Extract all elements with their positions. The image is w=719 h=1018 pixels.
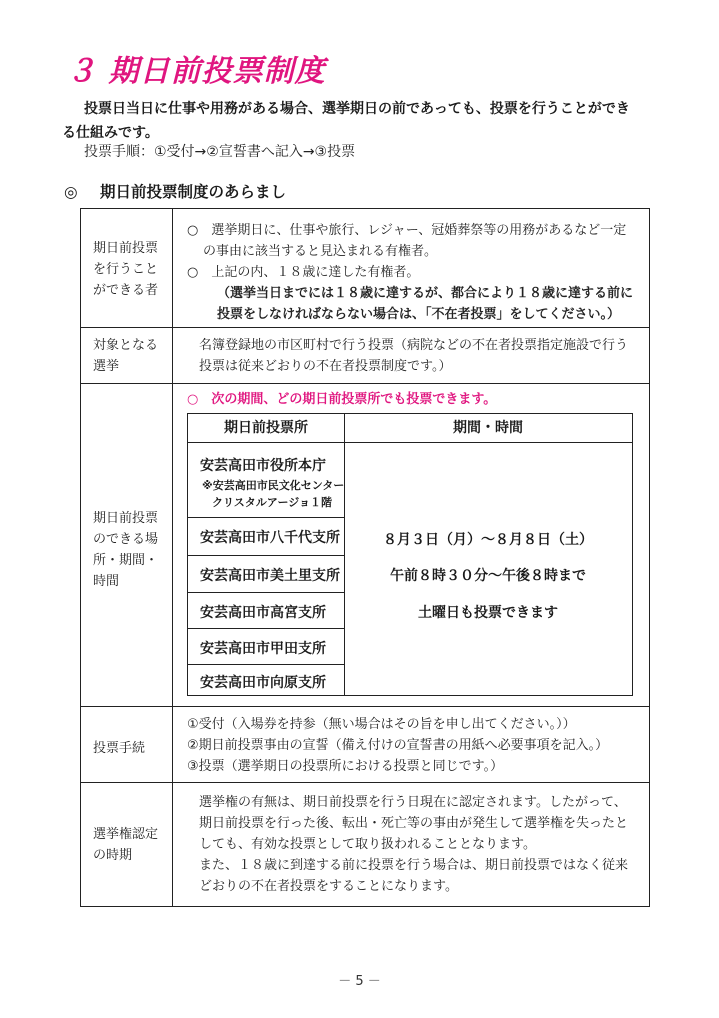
outline-heading xyxy=(64,180,286,202)
place-main-sub-2: クリスタルアージョ１階 xyxy=(212,496,333,509)
place-item-4: 安芸高田市甲田支所 xyxy=(200,641,326,657)
voting-steps: 投票手順：①受付→②宣誓書へ記入→③投票 xyxy=(84,144,356,160)
eligible-note-2: 投票をしなければならない場合は、「不在者投票」をしてください。） xyxy=(217,307,621,322)
section-title: ３ 期日前投票制度 xyxy=(66,54,326,89)
procedure-line-3: ③投票（選挙期日の投票所における投票と同じです。） xyxy=(187,759,504,774)
overview-table xyxy=(80,208,650,907)
intro-line-2: る仕組みです。 xyxy=(62,125,159,141)
certification-line-4: また、１８歳に到達する前に投票を行う場合は、期日前投票ではなく従来 xyxy=(199,858,629,873)
intro-paragraph xyxy=(62,97,652,145)
page-number: － 5 － xyxy=(338,974,381,989)
place-divider xyxy=(188,664,344,665)
outline-heading-text: 期日前投票制度のあらまし xyxy=(100,183,287,201)
intro-line-1: 投票日当日に仕事や用務がある場合、選挙期日の前であっても、投票を行うことができ xyxy=(84,101,630,117)
double-circle-icon: ◎ xyxy=(64,183,78,201)
period-saturday-note: 土曜日も投票できます xyxy=(418,605,558,621)
column-divider xyxy=(344,414,345,695)
place-item-2: 安芸高田市美土里支所 xyxy=(200,568,340,584)
procedure-line-2: ②期日前投票事由の宣誓（備え付けの宣誓書の用紙へ必要事項を記入。） xyxy=(187,738,609,753)
place-item-3: 安芸高田市高宮支所 xyxy=(200,605,326,621)
place-divider xyxy=(188,628,344,629)
place-item-5: 安芸高田市向原支所 xyxy=(200,675,326,691)
row-label-certification: 選挙権認定の時期 xyxy=(93,827,159,863)
row-content-certification xyxy=(199,792,649,897)
row-label-eligible: 期日前投票を行うことができる者 xyxy=(93,241,159,298)
certification-line-2: 期日前投票を行った後、転出・死亡等の事由が発生して選挙権を失ったと xyxy=(199,816,629,831)
polling-places-table xyxy=(187,413,633,696)
place-item-0: 安芸高田市役所本庁 xyxy=(200,458,326,474)
eligible-note-1: （選挙当日までには１８歳に達するが、都合により１８歳に達する前に xyxy=(217,286,634,301)
row-content-procedure xyxy=(187,714,647,777)
col-header-place: 期日前投票所 xyxy=(224,420,308,436)
procedure-line-1: ①受付（入場券を持参（無い場合はその旨を申し出てください。）） xyxy=(187,717,576,732)
row-content-target xyxy=(199,335,649,377)
eligible-item-2: ○ 上記の内、１８歳に達した有権者。 xyxy=(187,265,420,280)
place-main-sub-1: ※安芸高田市民文化センター xyxy=(202,479,345,492)
places-note: ○ 次の期間、どの期日前投票所でも投票できます。 xyxy=(187,392,497,407)
header-divider xyxy=(188,442,632,443)
eligible-item-1b: の事由に該当すると見込まれる有権者。 xyxy=(203,244,438,259)
place-divider xyxy=(188,592,344,593)
period-dates: ８月３日（月）～８月８日（土） xyxy=(383,532,593,548)
certification-line-3: しても、有効な投票として取り扱われることとなります。 xyxy=(199,837,536,852)
table-row-divider xyxy=(81,327,649,328)
period-hours: 午前８時３０分～午後８時まで xyxy=(390,568,586,584)
table-column-divider xyxy=(172,209,173,906)
certification-line-5: どおりの不在者投票をすることになります。 xyxy=(199,879,458,894)
certification-line-1: 選挙権の有無は、期日前投票を行う日現在に認定されます。したがって、 xyxy=(199,795,627,810)
target-line-2: 投票は従来どおりの不在者投票制度です。） xyxy=(199,359,452,374)
col-header-period: 期間・時間 xyxy=(453,420,523,436)
row-label-procedure: 投票手続 xyxy=(93,741,146,756)
row-label-target: 対象となる選挙 xyxy=(93,338,159,374)
place-divider xyxy=(188,517,344,518)
table-row-divider xyxy=(81,706,649,707)
place-item-1: 安芸高田市八千代支所 xyxy=(200,530,340,546)
table-row-divider xyxy=(81,782,649,783)
eligible-item-1: ○ 選挙期日に、仕事や旅行、レジャー、冠婚葬祭等の用務があるなど一定 xyxy=(187,223,627,238)
row-content-eligible xyxy=(187,220,647,325)
target-line-1: 名簿登録地の市区町村で行う投票（病院などの不在者投票指定施設で行う xyxy=(199,338,629,353)
row-label-places: 期日前投票のできる場所・期間・時間 xyxy=(93,511,159,589)
place-divider xyxy=(188,555,344,556)
table-row-divider xyxy=(81,383,649,384)
